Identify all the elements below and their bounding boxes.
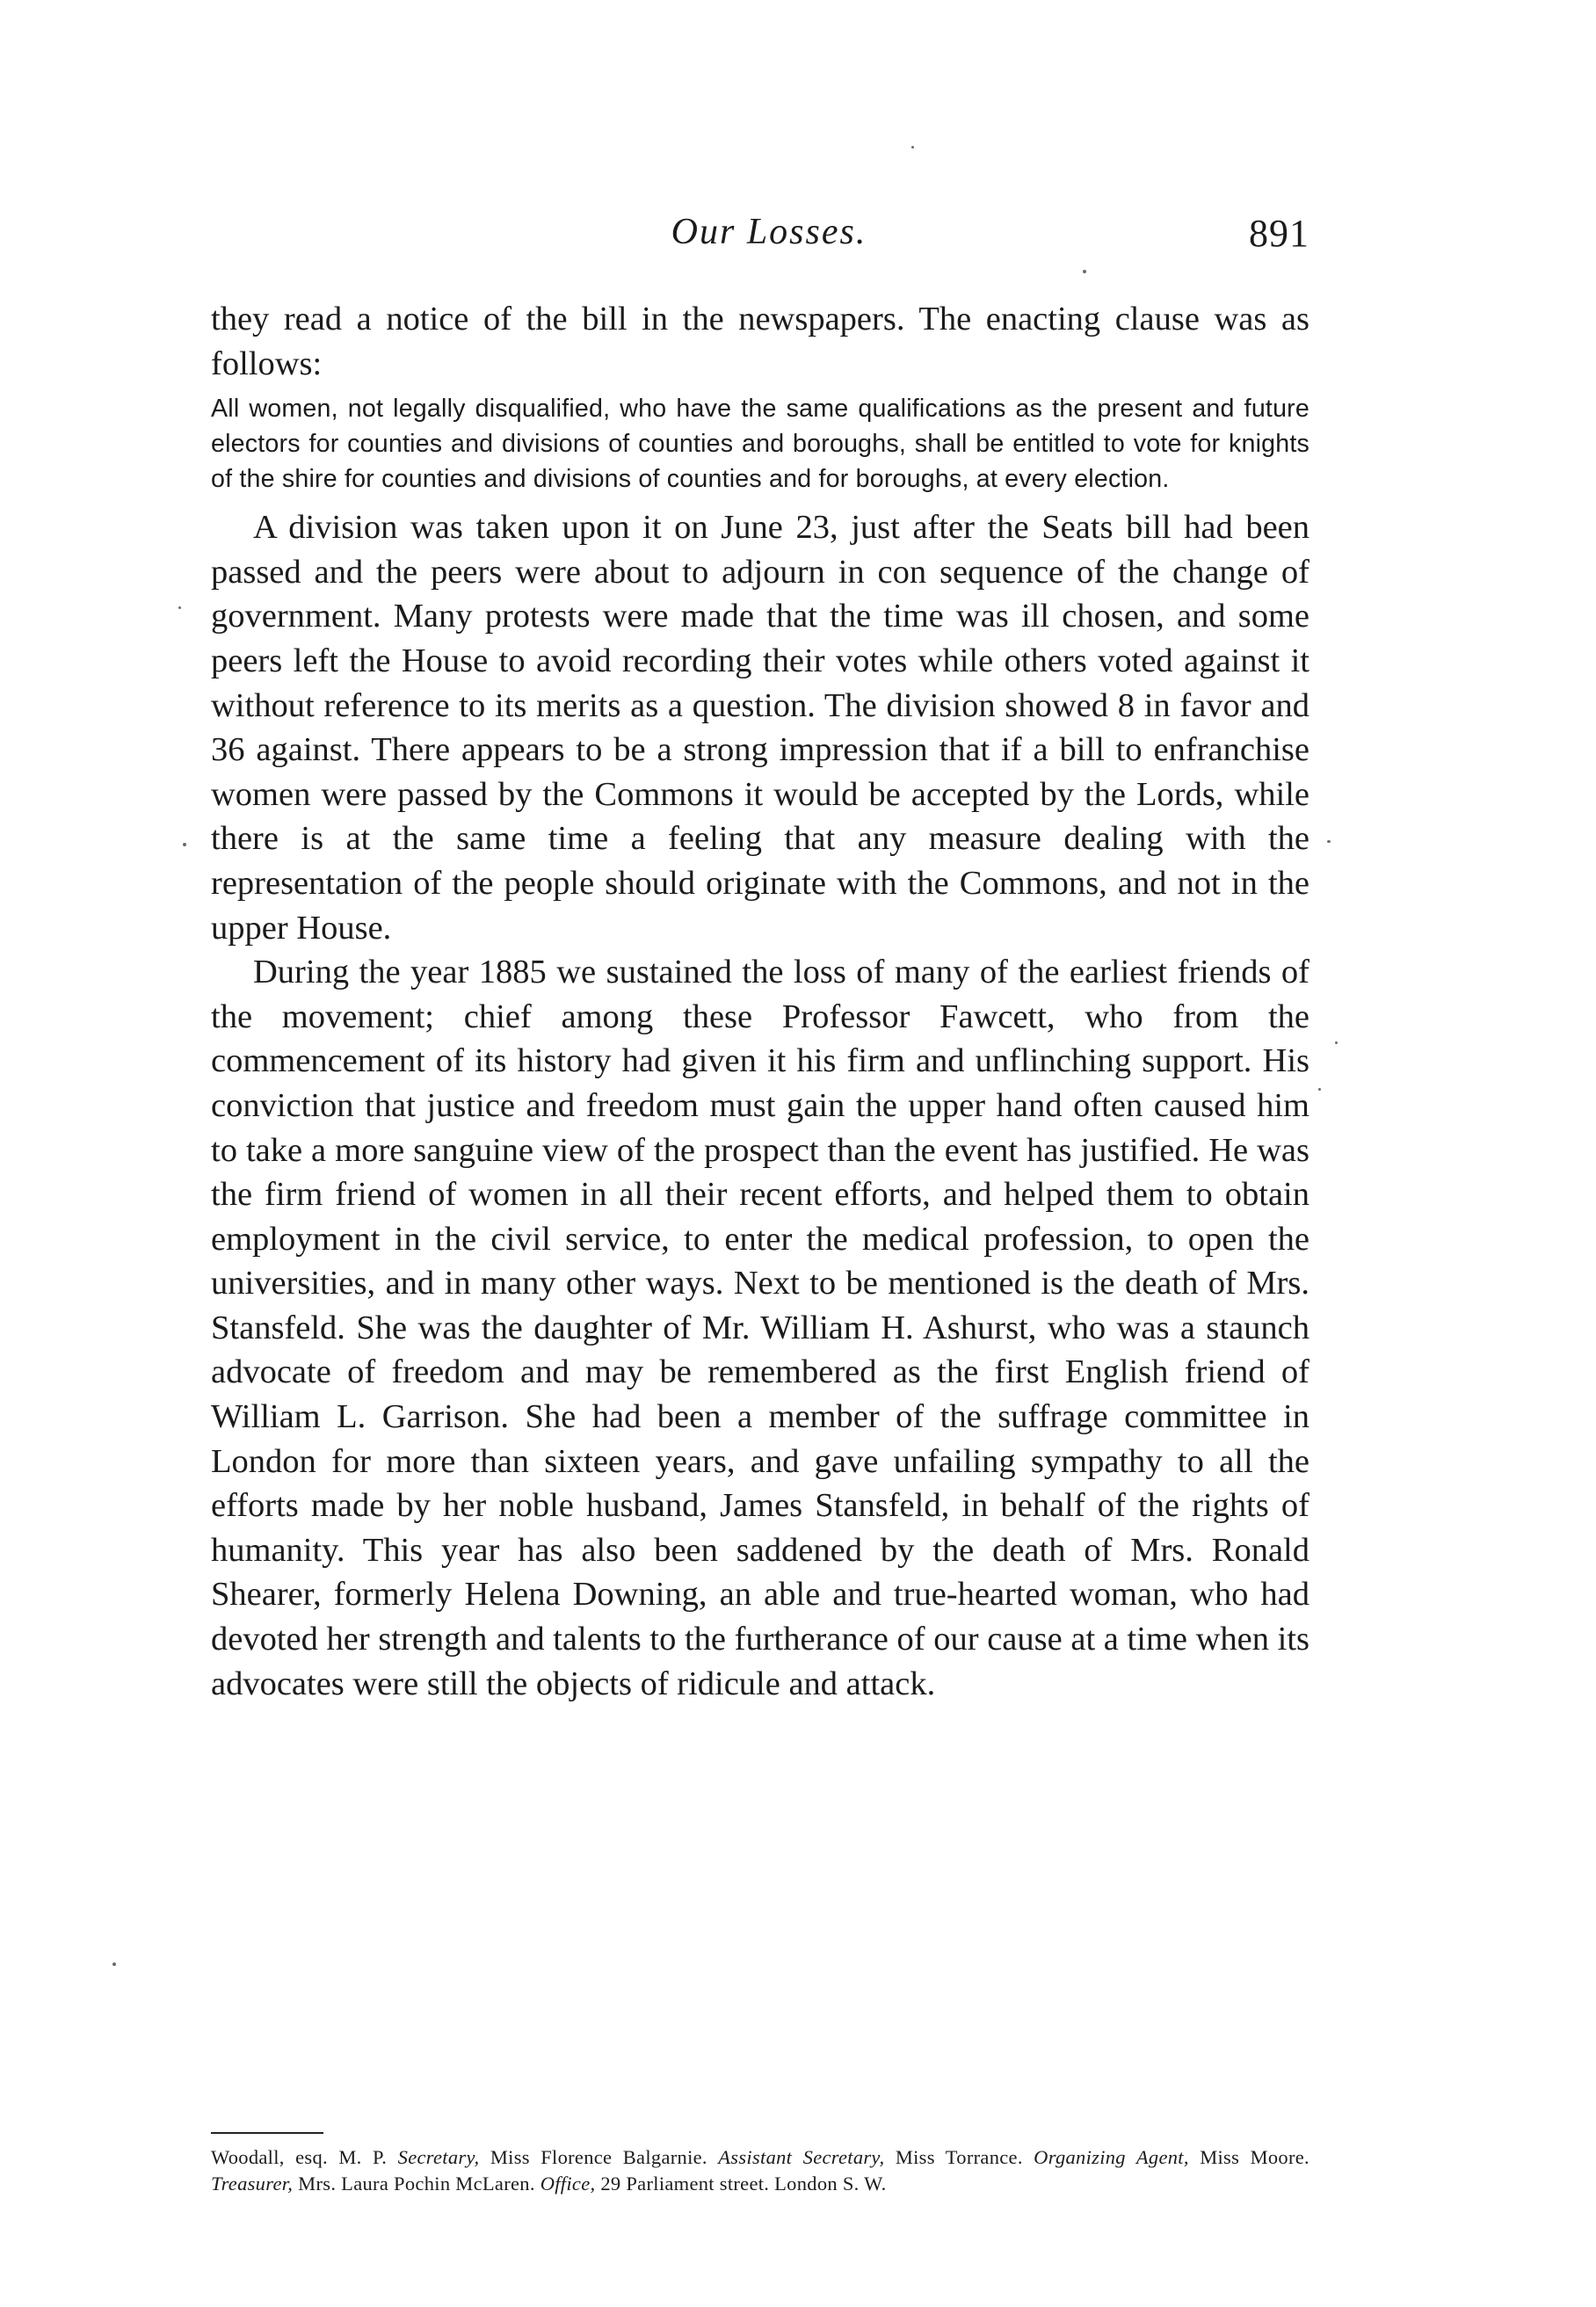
footnote-text-4: Miss Moore. <box>1200 2146 1309 2168</box>
speck <box>1318 1088 1321 1091</box>
speck <box>183 843 186 846</box>
running-title: Our Losses. <box>671 212 867 252</box>
paragraph-1: they read a notice of the bill in the newspapers. The enacting clause was as follows: <box>211 301 1309 382</box>
paragraph-2: A division was taken upon it on June 23, just after the Seats bill had been passed and the peers were about to adjourn in con sequence of the change of government. Many protests were made that the time was ill chosen, and some peers left the House to avoid recording their votes while others voted against it without reference to its merits as a question. The division showed 8 in favor and 36 against. There appears to be a strong impression that if a bill to enfranchise women were passed by the Commons it would be accepted by the Lords, while there is at the same time a feeling that any measure dealing with the representation of the people should originate with the Commons, and not in the upper House. <box>211 509 1309 947</box>
footnote-text-3: Miss Torrance. <box>895 2146 1023 2168</box>
paragraph-3: During the year 1885 we sustained the loss of many of the earliest friends of the movement; chief among these Professor Fawcett, who from the commencement of its history had given it his firm and unflinching support. His conviction that justice and freedom must gain the upper hand often caused him to take a more sanguine view of the prospect than the event has justified. He was the firm friend of women in all their recent efforts, and helped them to obtain employment in the civil service, to enter the medical profession, to open the universities, and in many other ways. Next to be mentioned is the death of Mrs. Stansfeld. She was the daughter of Mr. William H. Ashurst, who was a staunch advocate of freedom and may be remembered as the first English friend of William L. Garrison. She had been a member of the suffrage committee in London for more than sixteen years, and gave unfailing sympathy to all the efforts made by her noble husband, James Stansfeld, in behalf of the rights of humanity. This year has also been saddened by the death of Mrs. Ronald Shearer, formerly Helena Downing, an able and true-hearted woman, who had devoted her strength and talents to the furtherance of our cause at a time when its advocates were still the objects of ridicule and attack. <box>211 954 1309 1702</box>
footnote-text-1: Woodall, esq. M. P. <box>211 2146 388 2168</box>
footnote <box>211 2144 1309 2197</box>
speck <box>911 146 914 149</box>
footnote-label-secretary: Secretary, <box>397 2146 480 2168</box>
running-head <box>211 211 1309 272</box>
footnote-label-office: Office, <box>540 2173 596 2195</box>
footnote-label-treasurer: Treasurer, <box>211 2173 294 2195</box>
speck <box>112 1962 116 1966</box>
speck <box>178 606 181 609</box>
quoted-enacting-clause: All women, not legally disqualified, who have the same qualifications as the present and future electors for counties and divisions of counties and boroughs, shall be entitled to vote for knights of the shire for counties and divisions of counties and for boroughs, at every election. <box>211 395 1309 494</box>
main-text <box>211 297 1309 1706</box>
footnote-text-2: Miss Florence Balgarnie. <box>490 2146 707 2168</box>
footnote-rule <box>211 2132 323 2134</box>
footnote-text-6: 29 Parliament street. London S. W. <box>600 2173 887 2195</box>
footnote-label-organizing-agent: Organizing Agent, <box>1034 2146 1189 2168</box>
page-number: 891 <box>1249 212 1309 255</box>
footnote-label-assistant-secretary: Assistant Secretary, <box>718 2146 885 2168</box>
footnote-text-5: Mrs. Laura Pochin McLaren. <box>298 2173 535 2195</box>
speck <box>1335 1041 1338 1044</box>
speck <box>1083 270 1086 273</box>
speck <box>1327 840 1331 843</box>
